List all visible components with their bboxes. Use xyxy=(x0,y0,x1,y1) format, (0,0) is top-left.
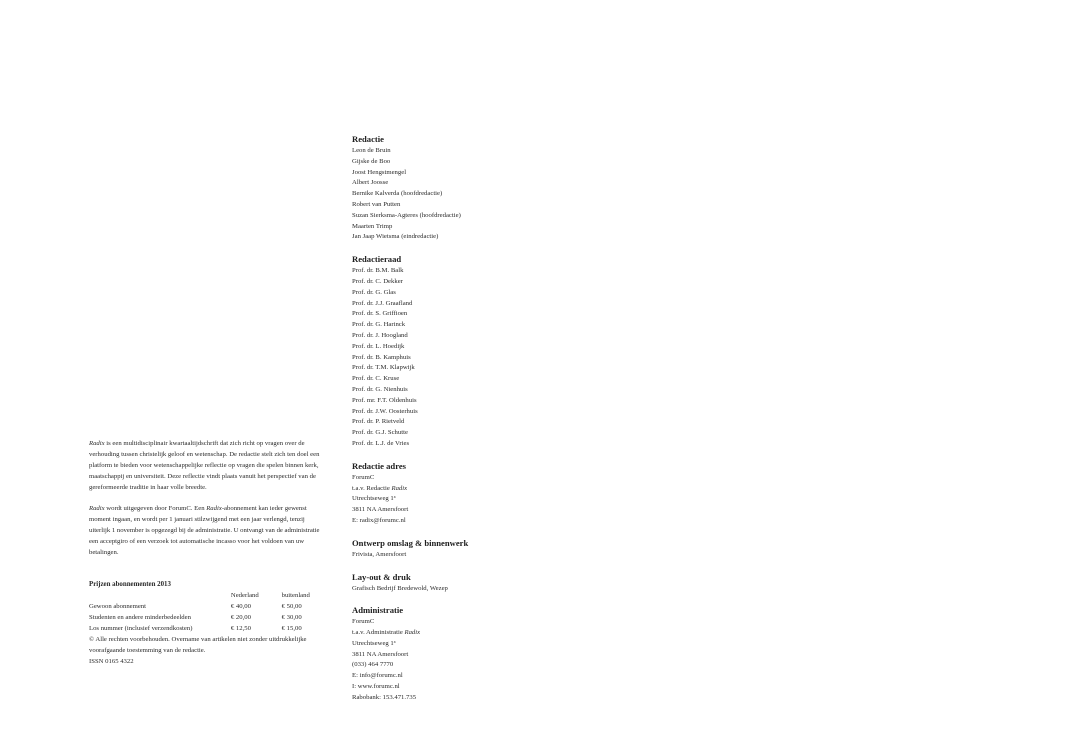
attention-line xyxy=(352,628,552,639)
magazine-name: Radix xyxy=(89,505,105,512)
magazine-name: Radix xyxy=(404,629,421,637)
ontwerp-list xyxy=(352,550,552,561)
table-row xyxy=(89,612,321,623)
list-item: Prof. dr. G. Glas xyxy=(352,288,396,296)
right-column xyxy=(352,133,552,714)
bank-account: Rabobank: 153.471.735 xyxy=(352,693,417,701)
attention-text: t.a.v. Redactie xyxy=(352,484,392,492)
publisher-text-a: wordt uitgegeven door ForumC. Een xyxy=(104,505,207,512)
list-item: Prof. dr. J. Hoogland xyxy=(352,331,408,339)
redactieraad-section xyxy=(352,253,552,450)
price-nl: € 40,00 xyxy=(230,603,251,610)
attention-text: t.a.v. Administratie xyxy=(352,629,405,637)
list-item: Prof. dr. G. Harinck xyxy=(352,321,406,329)
org-name: ForumC xyxy=(352,618,375,626)
section-title: Redactieraad xyxy=(352,254,402,265)
list-item: Jan Jaap Wietsma (eindredactie) xyxy=(352,233,439,241)
layout-section xyxy=(352,571,552,595)
prices-header-cell: buitenland xyxy=(281,592,310,599)
section-title: Redactie xyxy=(352,134,384,144)
layout-list xyxy=(352,584,552,595)
city: 3811 NA Amersfoort xyxy=(352,506,409,514)
publisher-text-b: -abonnement kan ieder gewenst moment ingaan, en wordt per 1 januari stilzwijgend met een jaar verlengd, tenzij uiterlijk 1 november is opgezegd bij de administratie. U ontvangt van de administratie een acceptgiro of een verzoek tot automatische incasso voor het voldoen van uw betalingen. xyxy=(89,505,320,556)
redactie-section xyxy=(352,133,552,243)
printer: Grafisch Bedrijf Bredewold, Wezep xyxy=(352,584,448,592)
email-link[interactable]: E: info@forumc.nl xyxy=(352,672,403,680)
prices-header-row xyxy=(89,590,321,601)
issn: ISSN 0165 4322 xyxy=(89,658,134,665)
list-item: Albert Joosse xyxy=(352,179,389,187)
list-item: Maarten Trimp xyxy=(352,222,393,230)
section-title: Ontwerp omslag & binnenwerk xyxy=(352,537,469,548)
attention-line xyxy=(352,484,552,495)
price-label: Gewoon abonnement xyxy=(89,603,147,610)
table-row xyxy=(89,623,321,634)
list-item: Prof. dr. G.J. Schutte xyxy=(352,429,408,437)
list-item: Prof. dr. T.M. Klapwijk xyxy=(352,364,415,372)
list-item: Prof. dr. C. Kruse xyxy=(352,375,400,383)
list-item: Gijske de Boo xyxy=(352,157,391,165)
price-abroad: € 30,00 xyxy=(281,614,302,621)
prices-table xyxy=(89,590,321,634)
city: 3811 NA Amersfoort xyxy=(352,650,409,658)
price-nl: € 12,50 xyxy=(230,625,251,632)
list-item: Prof. dr. J.J. Graafland xyxy=(352,299,413,307)
list-item: Leon de Bruin xyxy=(352,147,391,154)
prices-header-cell: Nederland xyxy=(230,592,259,599)
magazine-name: Radix xyxy=(89,440,105,447)
ontwerp-section xyxy=(352,537,552,561)
list-item: Robert van Putten xyxy=(352,200,401,208)
list-item: Prof. dr. S. Griffioen xyxy=(352,310,408,318)
magazine-name: Radix xyxy=(206,505,222,512)
redactie-list xyxy=(352,146,552,243)
price-label: Studenten en andere minderbedeelden xyxy=(89,614,191,621)
section-title: Redactie adres xyxy=(352,460,407,471)
price-nl: € 20,00 xyxy=(230,614,251,621)
magazine-name: Radix xyxy=(391,484,408,492)
publisher-paragraph xyxy=(89,503,321,558)
list-item: Prof. dr. B.M. Balk xyxy=(352,267,404,275)
list-item: Prof. dr. C. Dekker xyxy=(352,277,403,285)
section-title: Administratie xyxy=(352,605,404,616)
website-link[interactable]: I: www.forumc.nl xyxy=(352,683,400,691)
list-item: Prof. mr. F.T. Oldenhuis xyxy=(352,396,417,404)
list-item: Prof. dr. L.J. de Vries xyxy=(352,439,410,447)
email-link[interactable]: E: radix@forumc.nl xyxy=(352,516,406,524)
list-item: Prof. dr. P. Rietveld xyxy=(352,418,405,426)
designer: Frivista, Amersfoort xyxy=(352,550,407,558)
prices-header-cell xyxy=(89,590,231,601)
list-item: Prof. dr. B. Kamphuis xyxy=(352,353,411,361)
table-row xyxy=(89,601,321,612)
administratie-section xyxy=(352,604,552,703)
redactieraad-list xyxy=(352,266,552,450)
price-abroad: € 15,00 xyxy=(281,625,302,632)
adres-list xyxy=(352,473,552,527)
intro-paragraph xyxy=(89,438,321,493)
intro-text: is een multidisciplinair kwartaaltijdschrift dat zich richt op vragen over de verhouding tussen christelijk geloof en wetenschap. De redactie stelt zich ten doel een platform te bieden voor wetenschappelijke reflectie op vragen die spelen binnen kerk, maatschappij en universiteit. Deze reflectie vindt plaats vanuit het perspectief van de gereformeerde traditie in haar volle breedte. xyxy=(89,440,320,491)
phone: (033) 464 7770 xyxy=(352,661,394,669)
org-name: ForumC xyxy=(352,473,375,481)
price-abroad: € 50,00 xyxy=(281,603,302,610)
administratie-list xyxy=(352,617,552,703)
left-column xyxy=(89,438,321,667)
price-label: Los nummer (inclusief verzendkosten) xyxy=(89,625,193,632)
section-title: Lay-out & druk xyxy=(352,571,411,582)
list-item: Prof. dr. G. Nienhuis xyxy=(352,385,408,393)
list-item: Suzan Sierksma-Agteres (hoofdredactie) xyxy=(352,211,461,219)
copyright-notice: © Alle rechten voorbehouden. Overname van artikelen niet zonder uitdrukkelijke voorafgaande toestemming van de redactie. xyxy=(89,636,307,654)
list-item: Joost Hengstmengel xyxy=(352,168,407,176)
prices-title: Prijzen abonnementen 2013 xyxy=(89,581,171,588)
redactie-adres-section xyxy=(352,460,552,527)
street: Utrechtseweg 1ᵃ xyxy=(352,639,396,647)
list-item: Prof. dr. L. Hoedijk xyxy=(352,342,405,350)
list-item: Prof. dr. J.W. Oosterhuis xyxy=(352,407,418,415)
list-item: Bernike Kalverda (hoofdredactie) xyxy=(352,190,443,198)
street: Utrechtseweg 1ᵃ xyxy=(352,495,396,503)
